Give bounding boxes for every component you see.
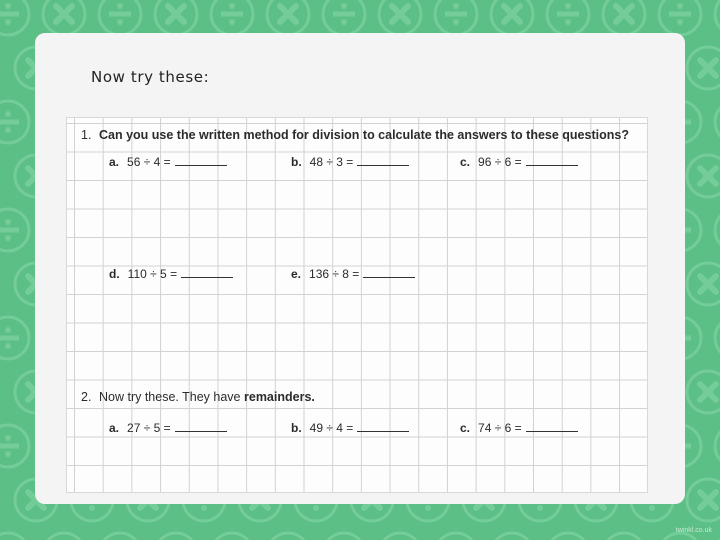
divide-symbol-icon — [659, 533, 701, 540]
problem-expression: 74 ÷ 6 = — [478, 421, 522, 435]
problem-expression: 96 ÷ 6 = — [478, 155, 522, 169]
divide-symbol-icon — [211, 533, 253, 540]
answer-blank — [526, 421, 578, 432]
problem-letter: e. — [291, 267, 302, 281]
problem-expression: 110 ÷ 5 = — [127, 267, 178, 281]
multiply-symbol-icon — [379, 533, 421, 540]
answer-blank — [175, 155, 227, 166]
multiply-symbol-icon — [687, 155, 720, 197]
multiply-symbol-icon — [603, 533, 645, 540]
divide-symbol-icon — [659, 0, 701, 35]
problem-letter: c. — [460, 155, 471, 169]
divide-symbol-icon — [323, 0, 365, 35]
question-1-text: Can you use the written method for division to calculate the answers to these questions? — [99, 128, 629, 142]
multiply-symbol-icon — [715, 0, 720, 35]
divide-symbol-icon — [0, 425, 29, 467]
problem-letter: b. — [291, 155, 302, 169]
question-1-number: 1. — [81, 128, 92, 142]
answer-blank — [357, 155, 409, 166]
multiply-symbol-icon — [715, 101, 720, 143]
multiply-symbol-icon — [267, 0, 309, 35]
answer-blank — [363, 267, 415, 278]
problem-1c — [460, 155, 578, 169]
multiply-symbol-icon — [491, 533, 533, 540]
multiply-symbol-icon — [603, 0, 645, 35]
divide-symbol-icon — [99, 533, 141, 540]
answer-blank — [526, 155, 578, 166]
answer-blank — [181, 267, 233, 278]
divide-symbol-icon — [547, 0, 589, 35]
divide-symbol-icon — [547, 533, 589, 540]
multiply-symbol-icon — [687, 479, 720, 521]
problem-expression: 27 ÷ 5 = — [127, 421, 171, 435]
watermark: twinkl.co.uk — [675, 527, 712, 534]
divide-symbol-icon — [99, 0, 141, 35]
problem-1b — [291, 155, 409, 169]
divide-symbol-icon — [211, 0, 253, 35]
problem-letter: a. — [109, 421, 120, 435]
problem-expression: 136 ÷ 8 = — [309, 267, 360, 281]
question-2-heading — [81, 390, 315, 404]
multiply-symbol-icon — [43, 533, 85, 540]
problem-expression: 56 ÷ 4 = — [127, 155, 171, 169]
answer-blank — [357, 421, 409, 432]
problem-letter: a. — [109, 155, 120, 169]
problem-letter: b. — [291, 421, 302, 435]
multiply-symbol-icon — [715, 533, 720, 540]
problem-letter: d. — [109, 267, 120, 281]
question-2-number: 2. — [81, 390, 92, 404]
multiply-symbol-icon — [687, 371, 720, 413]
slide-title: Now try these: — [91, 68, 210, 86]
multiply-symbol-icon — [687, 263, 720, 305]
problem-1e — [291, 267, 415, 281]
divide-symbol-icon — [0, 101, 29, 143]
problem-2a — [109, 421, 227, 435]
multiply-symbol-icon — [715, 209, 720, 251]
divide-symbol-icon — [0, 0, 29, 35]
multiply-symbol-icon — [687, 47, 720, 89]
multiply-symbol-icon — [715, 425, 720, 467]
multiply-symbol-icon — [491, 0, 533, 35]
multiply-symbol-icon — [267, 533, 309, 540]
question-2-text: Now try these. They have — [99, 390, 241, 404]
multiply-symbol-icon — [43, 0, 85, 35]
problem-1d — [109, 267, 233, 281]
divide-symbol-icon — [435, 0, 477, 35]
divide-symbol-icon — [323, 533, 365, 540]
problem-2c — [460, 421, 578, 435]
question-1-heading — [81, 128, 629, 142]
problem-letter: c. — [460, 421, 471, 435]
problem-2b — [291, 421, 409, 435]
divide-symbol-icon — [0, 533, 29, 540]
multiply-symbol-icon — [715, 317, 720, 359]
answer-blank — [175, 421, 227, 432]
multiply-symbol-icon — [155, 0, 197, 35]
problem-1a — [109, 155, 227, 169]
problem-expression: 49 ÷ 4 = — [309, 421, 354, 435]
multiply-symbol-icon — [379, 0, 421, 35]
worksheet-grid — [66, 117, 648, 493]
divide-symbol-icon — [0, 317, 29, 359]
problem-expression: 48 ÷ 3 = — [309, 155, 354, 169]
question-2-emphasis: remainders. — [244, 390, 315, 404]
multiply-symbol-icon — [155, 533, 197, 540]
divide-symbol-icon — [435, 533, 477, 540]
divide-symbol-icon — [0, 209, 29, 251]
